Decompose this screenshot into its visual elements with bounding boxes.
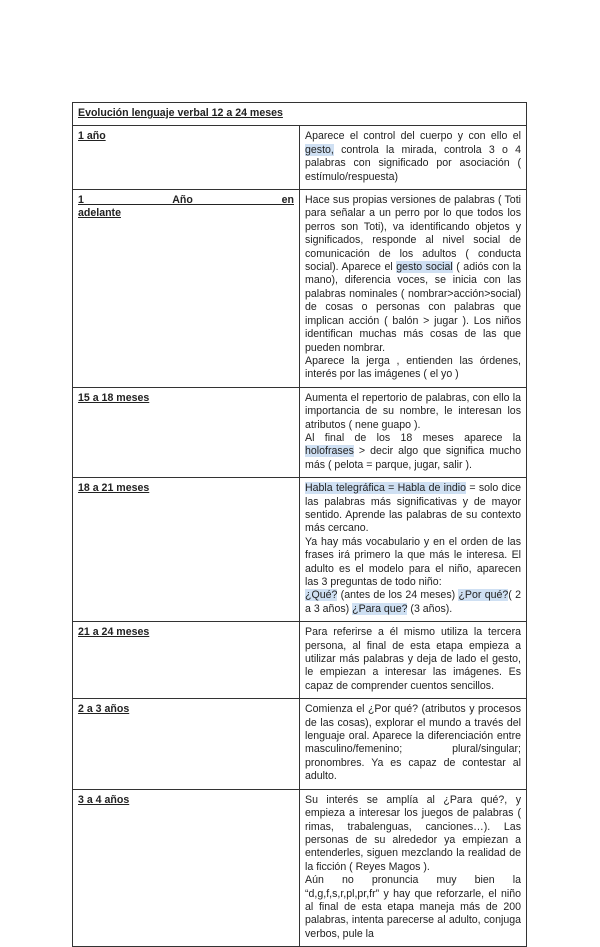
- row-label: 18 a 21 meses: [73, 478, 300, 622]
- row-content: [300, 126, 527, 190]
- table-row: [73, 699, 527, 789]
- table-row: [73, 789, 527, 946]
- row-label: 3 a 4 años: [73, 789, 300, 946]
- language-evolution-table: [72, 102, 527, 947]
- row-content: [300, 699, 527, 789]
- highlight: holofrases: [305, 445, 354, 458]
- paragraph: Aún no pronuncia muy bien la “d,g,f,s,r,pl,pr,fr” y hay que reforzarle, el niño al final de esta etapa maneja más de 200 palabras, intenta parecerse al adulto, conjuga verbos, pule la: [305, 874, 521, 940]
- row-label: 2 a 3 años: [73, 699, 300, 789]
- highlight: ¿Por qué?: [458, 589, 509, 602]
- paragraph: Su interés se amplía al ¿Para qué?, y empieza a interesar los juegos de palabras ( rimas, trabalenguas, canciones…). Las personas de su alrededor ya empiezan a entenderles, siguen mezclando la realidad de la ficción ( Reyes Magos ).: [305, 793, 521, 873]
- table-row: [73, 622, 527, 699]
- row-content: [300, 478, 527, 622]
- highlight: gesto,: [305, 143, 334, 156]
- paragraph: Al final de los 18 meses aparece la holofrases > decir algo que significa mucho más ( pelota = parque, jugar, salir ).: [305, 431, 521, 471]
- paragraph: Aumenta el repertorio de palabras, con ello la importancia de su nombre, le interesan los atributos ( nene guapo ).: [305, 391, 521, 431]
- table-row: [73, 190, 527, 388]
- row-content: [300, 622, 527, 699]
- paragraph: Aparece la jerga , entienden las órdenes, interés por las imágenes ( el yo ): [305, 354, 521, 381]
- paragraph: ¿Qué? (antes de los 24 meses) ¿Por qué?( 2 a 3 años) ¿Para que? (3 años).: [305, 589, 521, 615]
- highlight: Habla telegráfica = Habla de indio: [305, 482, 467, 495]
- row-label: 15 a 18 meses: [73, 387, 300, 477]
- highlight: gesto social: [396, 261, 453, 274]
- paragraph: Aparece el control del cuerpo y con ello el gesto, controla la mirada, controla 3 o 4 palabras con significado por asociación ( estímulo/respuesta): [305, 130, 521, 183]
- row-content: [300, 789, 527, 946]
- table-title-row: [73, 103, 527, 126]
- highlight: ¿Para que?: [352, 602, 408, 615]
- row-label: 21 a 24 meses: [73, 622, 300, 699]
- table-row: [73, 126, 527, 190]
- paragraph: Hace sus propias versiones de palabras ( Toti para señalar a un perro por lo que todos los perros son Toti), va identificando objetos y significados, responde al nivel social de comunicación de los adultos ( conducta social). Aparece el gesto social ( adiós con la mano), diferencia voces, se inicia con las palabras nominales ( nombrar>acción>social) de cosas o personas con palabras que implican acción ( balón > jugar ). Los niños identifican muchas más cosas de las que pueden nombrar.: [305, 194, 521, 354]
- row-label: 1 Año en adelante: [73, 190, 300, 388]
- paragraph: Ya hay más vocabulario y en el orden de las frases irá primero la que más le interesa. El adulto es el modelo para el niño, aparecen las 3 preguntas de todo niño:: [305, 535, 521, 588]
- table-row: [73, 478, 527, 622]
- row-content: [300, 387, 527, 477]
- paragraph: Habla telegráfica = Habla de indio = solo dice las palabras más significativas y de mayor sentido. Aprende las palabras de su contexto más cercano.: [305, 482, 521, 535]
- table-title: Evolución lenguaje verbal 12 a 24 meses: [73, 103, 527, 126]
- highlight: ¿Qué?: [305, 589, 338, 602]
- row-label: 1 año: [73, 126, 300, 190]
- table-row: [73, 387, 527, 477]
- paragraph: Comienza el ¿Por qué? (atributos y procesos de las cosas), explorar el mundo a través del lenguaje oral. Aparece la diferenciación entre masculino/femenino; plural/singular; pronombres. Ya es capaz de contestar al adulto.: [305, 703, 521, 783]
- row-content: [300, 190, 527, 388]
- paragraph: Para referirse a él mismo utiliza la tercera persona, al final de esta etapa empieza a utilizar más palabras y deja de lado el gesto, le empiezan a interesar las imágenes. Es capaz de comprender cuentos sencillos.: [305, 626, 521, 692]
